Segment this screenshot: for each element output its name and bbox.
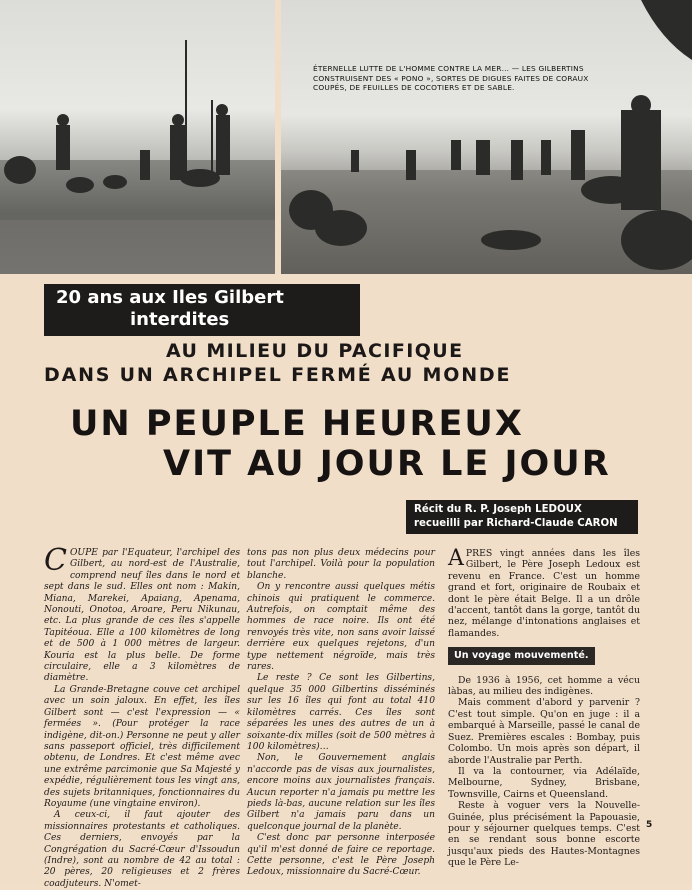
column2-paragraph-5: C'est donc par personne interposée qu'il m'est donné de faire ce reportage. Cette personne, c'est le Père Joseph Ledoux, missionnaire du Sacré-Cœur. — [247, 833, 435, 878]
column3-text-1: PRES vingt années dans les îles Gilbert, le Père Joseph Ledoux est revenu en France. C'est un homme grand et fort, originaire de Roubaix et dont le père était Belge. Il a un drôle d'accent, tantôt dans la gorge, tantôt du nez, mélange d'intonations anglaises et flamandes. — [448, 548, 640, 639]
article-column-3 — [448, 548, 640, 869]
photo-caption: ÉTERNELLE LUTTE DE L'HOMME CONTRE LA MER… — LES GILBERTINS CONSTRUISENT DES « PONO », SORTES DE DIGUES FAITES DE CORAUX COUPÉS, DE FEUILLES DE COCOTIERS ET DE SABLE. — [313, 64, 589, 93]
headline-line-1: UN PEUPLE HEUREUX — [70, 404, 524, 444]
dropcap-a: A — [448, 546, 464, 571]
photo-beach-left — [0, 0, 275, 274]
column3-paragraph-3: Mais comment d'abord y parvenir ? C'est tout simple. Qu'on en juge : il a embarqué à Marseille, passé le canal de Suez. Premières escales : Bombay, puis Colombo. Un mois après son départ, il aborde l'Australie par Perth. — [448, 697, 640, 766]
byline-collector: recueilli par Richard-Claude CARON — [414, 518, 618, 529]
photo-beach-right — [281, 0, 692, 274]
page-number: 5 — [646, 820, 653, 830]
column2-paragraph-1: tons pas non plus deux médecins pour tout l'archipel. Voilà pour la population blanche. — [247, 548, 435, 581]
kicker-line-2: interdites — [130, 309, 230, 330]
byline-box — [406, 500, 638, 534]
column2-paragraph-4: Non, le Gouvernement anglais n'accorde pas de visas aux journalistes, encore moins aux journalistes français. Aucun reporter n'a jamais pu mettre les pieds là-bas, aucune relation sur les îles Gilbert n'a jamais paru dans un quelconque journal de la planète. — [247, 753, 435, 832]
dropcap-c: C — [44, 543, 67, 578]
kicker-box — [44, 284, 360, 336]
byline-author: Récit du R. P. Joseph LEDOUX — [414, 504, 582, 515]
subtitle-line-1: AU MILIEU DU PACIFIQUE — [166, 340, 464, 362]
headline-line-2: VIT AU JOUR LE JOUR — [163, 444, 611, 484]
photo-right-shapes — [281, 0, 692, 274]
section-heading-voyage: Un voyage mouvementé. — [448, 647, 595, 664]
photo-left-shapes — [0, 0, 275, 274]
column2-paragraph-2: On y rencontre aussi quelques métis chinois qui pratiquent le commerce. Autrefois, on comptait même des hommes de race noire. Ils ont été renvoyés très vite, non sans avoir laissé derrière eux quelques rejetons, d'un type nettement négroïde, mais très rares. — [247, 582, 435, 673]
column1-paragraph-2: La Grande-Bretagne couve cet archipel avec un soin jaloux. En effet, les îles Gilbert sont — c'est l'expression — « fermées ». (Pour protéger la race indigène, dit-on.) Personne ne peut y aller sans passeport officiel, très difficilement obtenu, de Londres. Et c'est même avec une extrême parcimonie que Sa Majesté y expédie, régulièrement tous les vingt ans, des sujets britanniques, fonctionnaires du Royaume (une vingtaine environ). — [44, 684, 240, 809]
column3-paragraph-1 — [448, 548, 640, 639]
column3-paragraph-4: Il va la contourner, via Adélaïde, Melbourne, Sydney, Brisbane, Townsville, Cairns et Queensland. — [448, 765, 640, 800]
column2-paragraph-3: Le reste ? Ce sont les Gilbertins, quelque 35 000 Gilbertins disséminés sur les 16 îles qui font au total 410 kilomètres carrés. Ces îles sont séparées les unes des autres de un à soixante-dix milles (soit de 500 mètres à 100 kilomètres)… — [247, 673, 435, 752]
column3-paragraph-2: De 1936 à 1956, cet homme a vécu làbas, au milieu des indigènes. — [448, 674, 640, 698]
subtitle-line-2: DANS UN ARCHIPEL FERMÉ AU MONDE — [44, 364, 512, 386]
article-column-1 — [44, 543, 240, 890]
kicker-line-1: 20 ans aux Iles Gilbert — [56, 287, 284, 308]
column3-paragraph-5: Reste à voguer vers la Nouvelle-Guinée, plus précisément la Papouasie, pour y séjourner quelques temps. C'est en se rendant sous bonne escorte jusqu'aux pieds des Hautes-Montagnes que le Père Le- — [448, 800, 640, 869]
column1-paragraph-1 — [44, 543, 240, 685]
article-column-2 — [247, 548, 435, 879]
column1-paragraph-3: A ceux-ci, il faut ajouter des missionnaires protestants et catholiques. Ces derniers, envoyés par la Congrégation du Sacré-Cœur d'Issoudun (Indre), sont au nombre de 42 au total : 20 pères, 20 religieuses et 2 frères coadjuteurs. N'omet- — [44, 810, 240, 889]
column1-text-1: OUPE par l'Equateur, l'archipel des Gilbert, au nord-est de l'Australie, comprend neuf îles dans le nord et sept dans le sud. Elles ont nom : Makin, Miana, Marekei, Apaiang, Apenama, Nonouti, Onotoa, Aroare, Peru Nikunau, etc. La plus grande de ces îles s'appelle Tapitéoua. Elle a 100 kilomètres de long et de 500 à 1 000 mètres de largeur. Kouria est la plus belle. De forme circulaire, elle a 3 kilomètres de diamètre. — [44, 548, 240, 684]
